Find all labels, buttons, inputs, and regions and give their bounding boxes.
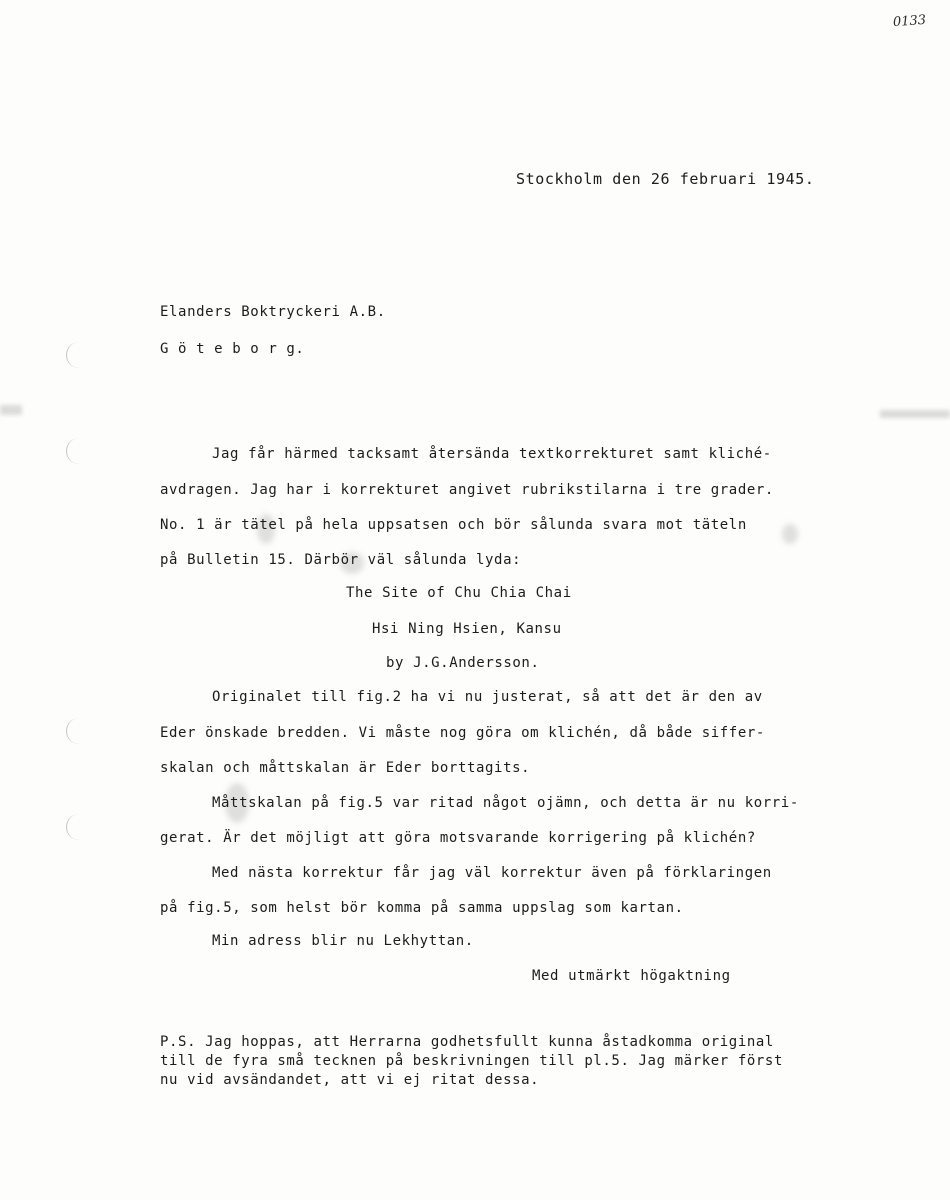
punch-hole [66,718,92,744]
dateline: Stockholm den 26 februari 1945. [516,170,815,188]
scan-smudge [880,410,950,418]
postscript-line: till de fyra små tecknen på beskrivningen till pl.5. Jag märker först [160,1053,783,1069]
postscript-line: nu vid avsändandet, att vi ej ritat dessa. [160,1072,540,1088]
body-line: gerat. Är det möjligt att göra motsvarande korrigering på klichén? [160,830,756,846]
body-line: Jag får härmed tacksamt återsända textkorrekturet samt kliché- [212,446,772,462]
body-line: på fig.5, som helst bör komma på samma uppslag som kartan. [160,900,684,916]
title-line: Hsi Ning Hsien, Kansu [372,621,562,637]
recipient-city: G ö t e b o r g. [160,341,305,357]
body-line: avdragen. Jag har i korrekturet angivet rubrikstilarna i tre grader. [160,482,774,498]
scan-smudge [0,405,22,415]
punch-hole [66,342,92,368]
body-line: Eder önskade bredden. Vi måste nog göra om klichén, då både siffer- [160,725,765,741]
body-line: Med nästa korrektur får jag väl korrektur även på förklaringen [212,865,772,881]
body-line: på Bulletin 15. Därbör väl sålunda lyda: [160,552,522,568]
title-line: The Site of Chu Chia Chai [346,585,572,601]
page-reference-number: 0133 [892,12,927,31]
body-line: skalan och måttskalan är Eder borttagits. [160,760,531,776]
body-line: No. 1 är tätel på hela uppsatsen och bör sålunda svara mot täteln [160,517,747,533]
body-line: Min adress blir nu Lekhyttan. [212,933,474,949]
postscript-line: P.S. Jag hoppas, att Herrarna godhetsfullt kunna åstadkomma original [160,1034,774,1050]
title-line: by J.G.Andersson. [386,655,540,671]
ink-smudge [782,524,798,544]
punch-hole [66,438,92,464]
body-line: Originalet till fig.2 ha vi nu justerat, så att det är den av [212,689,763,705]
recipient-name: Elanders Boktryckeri A.B. [160,304,386,320]
punch-hole [66,814,92,840]
closing: Med utmärkt högaktning [532,968,731,984]
body-line: Måttskalan på fig.5 var ritad något ojämn, och detta är nu korri- [212,795,799,811]
